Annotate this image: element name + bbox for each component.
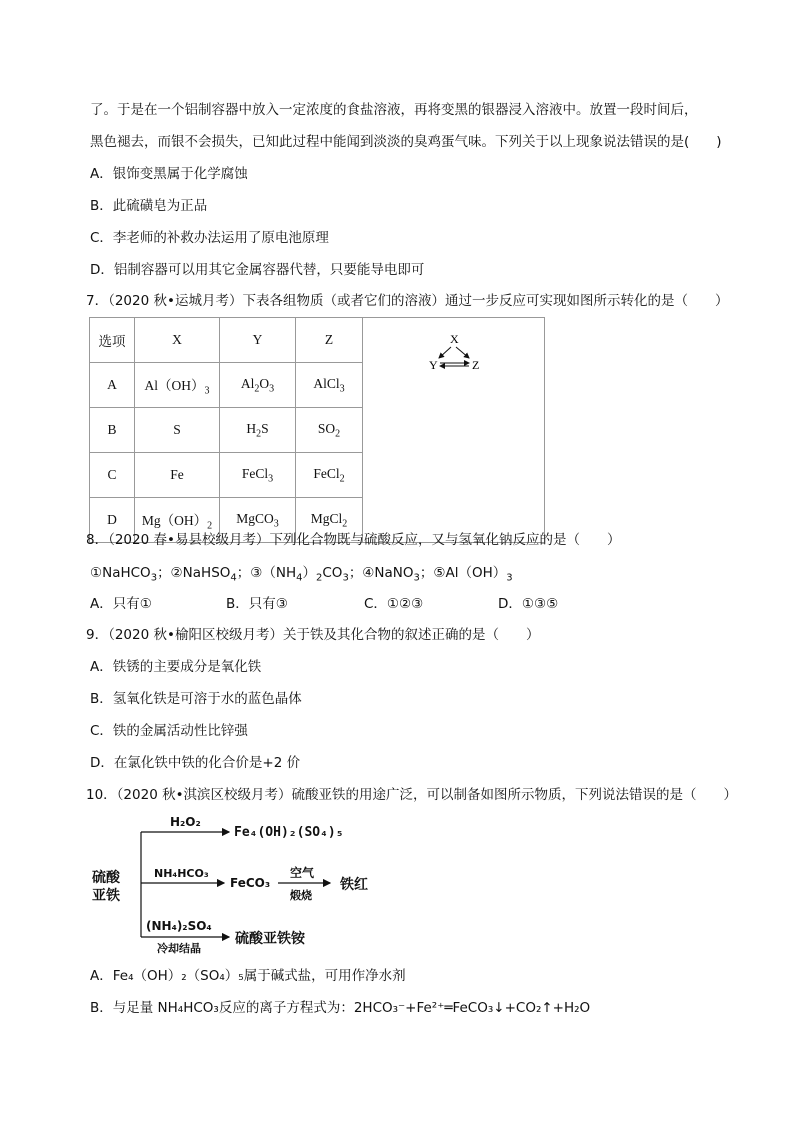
cell-y-text: H	[246, 420, 257, 436]
cell-y-sub2: 3	[269, 383, 275, 395]
row-key: A	[90, 363, 135, 408]
cell-y-text2: S	[261, 420, 269, 436]
item-sub: 3	[342, 572, 349, 584]
q9-stem: 9．（2020 秋•榆阳区校级月考）关于铁及其化合物的叙述正确的是（ ）	[86, 627, 540, 643]
q9-option-b: B．氢氧化铁是可溶于水的蓝色晶体	[90, 691, 302, 707]
cell-x-sub: 2	[207, 520, 213, 532]
top-product: Fe₄(OH)₂(SO₄)₅	[234, 825, 344, 840]
q7-diagram-cell	[363, 318, 545, 543]
q10-stem: 10．（2020 秋•淇滨区校级月考）硫酸亚铁的用途广泛，可以制备如图所示物质，下列说法错误的是（ ）	[86, 787, 738, 803]
q8-option-b: B．只有③	[226, 596, 288, 612]
start-label-1: 硫酸	[92, 870, 120, 886]
q6-option-c: C．李老师的补救办法运用了原电池原理	[90, 230, 329, 246]
xyz-triangle-diagram	[363, 326, 544, 386]
q9-option-d: D．在氯化铁中铁的化合价是+2 价	[90, 755, 301, 771]
cell-z	[296, 363, 363, 408]
row-key: C	[90, 453, 135, 498]
q7-table	[89, 317, 545, 543]
cell-z-sub: 2	[342, 518, 348, 530]
item-sub: 2	[316, 572, 323, 584]
cell-y	[220, 408, 296, 453]
cell-y	[220, 453, 296, 498]
cell-y-text2: O	[259, 375, 270, 391]
q8-stem: 8．（2020 春•易县校级月考）下列化合物既与硫酸反应，又与氢氧化钠反应的是（ ）	[86, 532, 621, 548]
mid-condition-2: 煅烧	[290, 889, 312, 902]
item-text: ；③（NH	[236, 565, 297, 581]
cell-z-text: FeCl	[313, 465, 340, 481]
diagram-y: Y	[429, 358, 438, 372]
mid-final-product: 铁红	[340, 877, 368, 893]
mid-reagent: NH₄HCO₃	[154, 867, 209, 880]
bottom-product: 硫酸亚铁铵	[235, 931, 305, 947]
cell-x-text: Mg（OH）	[141, 512, 208, 528]
table-header-row	[90, 318, 545, 363]
cell-z-sub: 2	[339, 473, 345, 485]
cell-z-text: SO	[317, 420, 336, 436]
q6-option-b: B．此硫磺皂为正品	[90, 198, 208, 214]
top-reagent: H₂O₂	[170, 815, 201, 829]
cell-y-text: MgCO	[236, 510, 274, 526]
item-text: ）	[302, 565, 316, 581]
cell-y-sub: 3	[268, 473, 274, 485]
q8-option-a: A．只有①	[90, 596, 152, 612]
q9-option-a: A．铁锈的主要成分是氧化铁	[90, 659, 262, 675]
q7-stem: 7．（2020 秋•运城月考）下表各组物质（或者它们的溶液）通过一步反应可实现如图所示转化的是（ ）	[86, 293, 729, 309]
q8-option-d: D．①③⑤	[498, 596, 559, 612]
bottom-condition: 冷却结晶	[157, 942, 201, 955]
cell-z-text: MgCl	[310, 510, 343, 526]
item-text: CO	[322, 565, 343, 581]
header-z: Z	[296, 318, 363, 363]
item-text: ①NaHCO	[90, 565, 151, 581]
item-text: ；②NaHSO	[157, 565, 231, 581]
mid-product: FeCO₃	[230, 876, 271, 890]
arrow-x-to-z	[456, 347, 469, 358]
q6-line2: 黑色褪去，而银不会损失，已知此过程中能闻到淡淡的臭鸡蛋气味。下列关于以上现象说法错误的是( )	[90, 134, 722, 150]
item-text: ；⑤Al（OH）	[419, 565, 507, 581]
cell-x-text: Al（OH）	[144, 377, 205, 393]
cell-x: Fe	[135, 453, 220, 498]
item-sub: 3	[506, 572, 513, 584]
q6-line1: 了。于是在一个铝制容器中放入一定浓度的食盐溶液，再将变黑的银器浸入溶液中。放置一段时间后，	[90, 102, 698, 118]
q6-option-d: D．铝制容器可以用其它金属容器代替，只要能导电即可	[90, 262, 425, 278]
header-y: Y	[220, 318, 296, 363]
item-sub: 3	[150, 572, 158, 584]
cell-y-sub: 3	[273, 518, 279, 530]
cell-x	[135, 363, 220, 408]
row-key: D	[90, 498, 135, 543]
cell-z	[296, 453, 363, 498]
bottom-reagent: (NH₄)₂SO₄	[146, 919, 212, 933]
arrow-x-to-y	[439, 347, 451, 358]
item-text: ；④NaNO	[348, 565, 414, 581]
cell-y-text: Al	[240, 375, 255, 391]
item-sub: 3	[413, 572, 420, 584]
header-option: 选项	[90, 318, 135, 363]
q10-option-a: A．Fe₄（OH）₂（SO₄）₅属于碱式盐，可用作净水剂	[90, 968, 406, 984]
cell-y-text: FeCl	[241, 465, 269, 481]
q9-option-c: C．铁的金属活动性比锌强	[90, 723, 248, 739]
cell-z	[296, 408, 363, 453]
q8-option-c: C．①②③	[364, 596, 424, 612]
cell-z-sub: 2	[335, 428, 341, 440]
cell-y	[220, 363, 296, 408]
item-sub: 4	[296, 572, 303, 584]
diagram-x: X	[450, 332, 459, 346]
cell-x-sub: 3	[204, 385, 210, 397]
item-sub: 4	[230, 572, 237, 584]
start-label-2: 亚铁	[92, 888, 120, 904]
cell-x: S	[135, 408, 220, 453]
cell-z-text: AlCl	[313, 375, 340, 391]
header-x: X	[135, 318, 220, 363]
diagram-z: Z	[472, 358, 480, 372]
cell-y-sub: 2	[254, 383, 260, 395]
q10-option-b: B．与足量 NH₄HCO₃反应的离子方程式为：2HCO₃⁻+Fe²⁺═FeCO₃↓+CO₂↑+H₂O	[90, 1000, 591, 1016]
q6-option-a: A．银饰变黑属于化学腐蚀	[90, 166, 248, 182]
q8-items	[90, 564, 513, 588]
row-key: B	[90, 408, 135, 453]
cell-y-sub: 2	[256, 428, 262, 440]
mid-reagent-2: 空气	[290, 866, 315, 880]
cell-z-sub: 3	[339, 383, 345, 395]
